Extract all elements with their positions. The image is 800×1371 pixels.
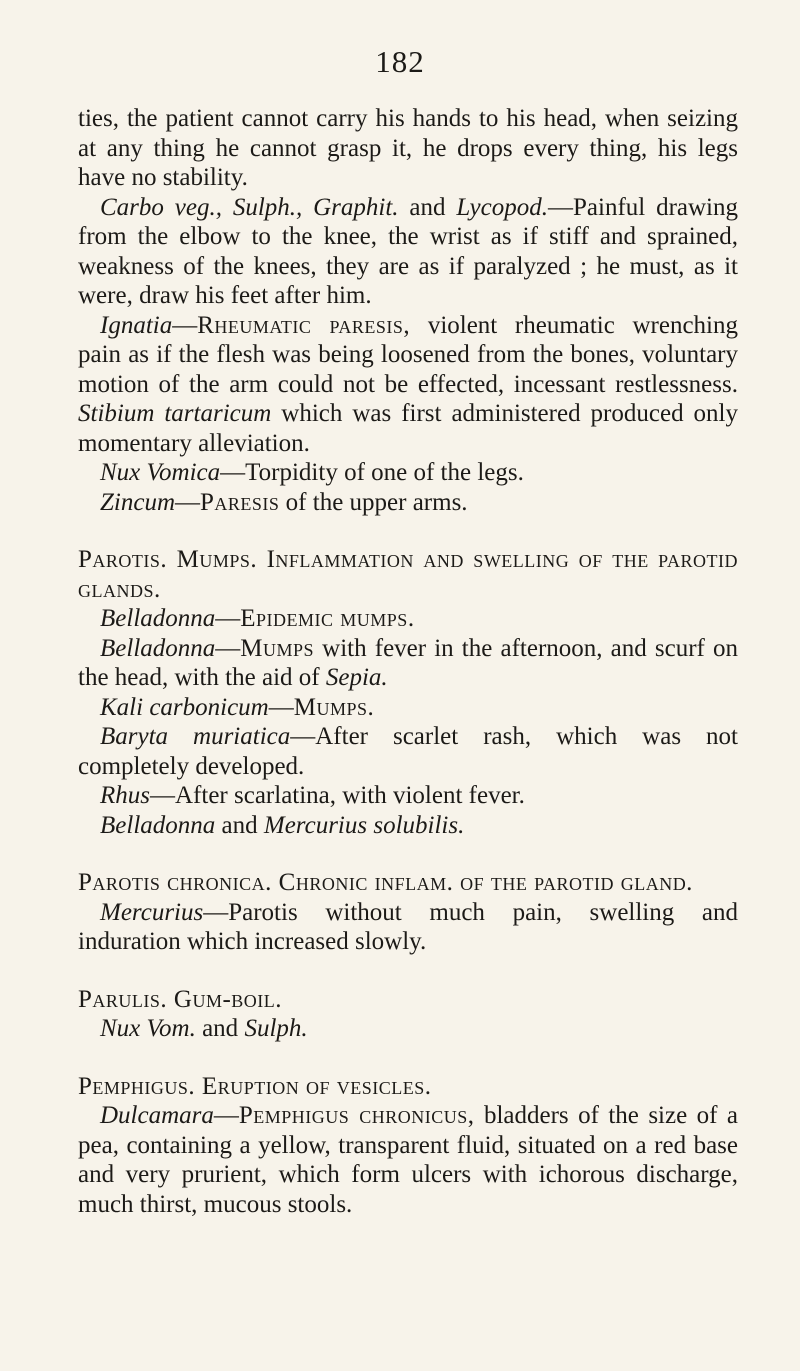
entry: Belladonna and Mercurius solubilis.	[100, 811, 465, 839]
paragraph-zincum: Zincum—Paresis of the upper arms.	[100, 488, 468, 516]
condition-name: Paresis	[200, 488, 280, 516]
remedy-name: Lycopod.	[456, 193, 548, 221]
paragraph-carbo-veg: Carbo veg., Sulph., Graphit. and Lycopod.—Painful drawing from the elbow to the knee, the wrist as if stiff and sprained, weakness of the knees, they are as if paralyzed ; he must, as it were, draw his feet after him.	[78, 193, 739, 309]
remedy-name: Ignatia	[100, 311, 173, 339]
remedy-name: Carbo veg., Sulph., Graphit.	[100, 193, 399, 221]
section-heading-parotis-chronica: Parotis chronica. Chronic inflam. of the parotid gland.	[78, 869, 693, 896]
paragraph-continuation: ties, the patient cannot carry his hands to his head, when seizing at any thing he cannot grasp it, he drops every thing, his legs have no stability.	[78, 105, 738, 191]
remedy-name: Stibium tartaricum	[78, 400, 272, 427]
entry: Kali carbonicum—Mumps.	[100, 693, 375, 721]
remedy-name: Zincum	[100, 488, 175, 516]
entry: Dulcamara—Pemphigus chronicus, bladders of the size of a pea, containing a yellow, transparent fluid, situated on a red base and very prurient, which form ulcers with ichorous discharge, much thirst, mucous stools.	[78, 1102, 738, 1218]
page-body	[78, 104, 738, 1219]
condition-name: Rheumatic paresis,	[197, 311, 411, 339]
section-heading-parotis: Parotis. Mumps. Inflammation and swelling of the parotid glands.	[78, 546, 738, 603]
entry: Mercurius—Parotis without much pain, swelling and induration which increased slowly.	[78, 898, 738, 955]
page-number: 182	[375, 44, 425, 79]
entry: Baryta muriatica—After scarlet rash, which was not completely developed.	[78, 723, 738, 780]
section-heading-pemphigus: Pemphigus. Eruption of vesicles.	[78, 1072, 432, 1100]
remedy-name: Nux Vomica	[100, 459, 221, 486]
paragraph-ignatia: Ignatia—Rheumatic paresis, violent rheumatic wrenching pain as if the flesh was being loosened from the bones, voluntary motion of the arm could not be effected, incessant restlessness. Stibium tartaricum which was first administered produced only momentary alleviation.	[78, 311, 739, 457]
entry: Belladonna—Epidemic mumps.	[100, 605, 415, 632]
paragraph-nux-vomica: Nux Vomica—Torpidity of one of the legs.	[100, 459, 524, 486]
section-heading-parulis: Parulis. Gum-boil.	[78, 985, 283, 1013]
entry: Belladonna—Mumps with fever in the afternoon, and scurf on the head, with the aid of Sepia.	[78, 634, 738, 691]
entry: Rhus—After scarlatina, with violent fever.	[100, 782, 525, 809]
entry: Nux Vom. and Sulph.	[100, 1015, 308, 1042]
